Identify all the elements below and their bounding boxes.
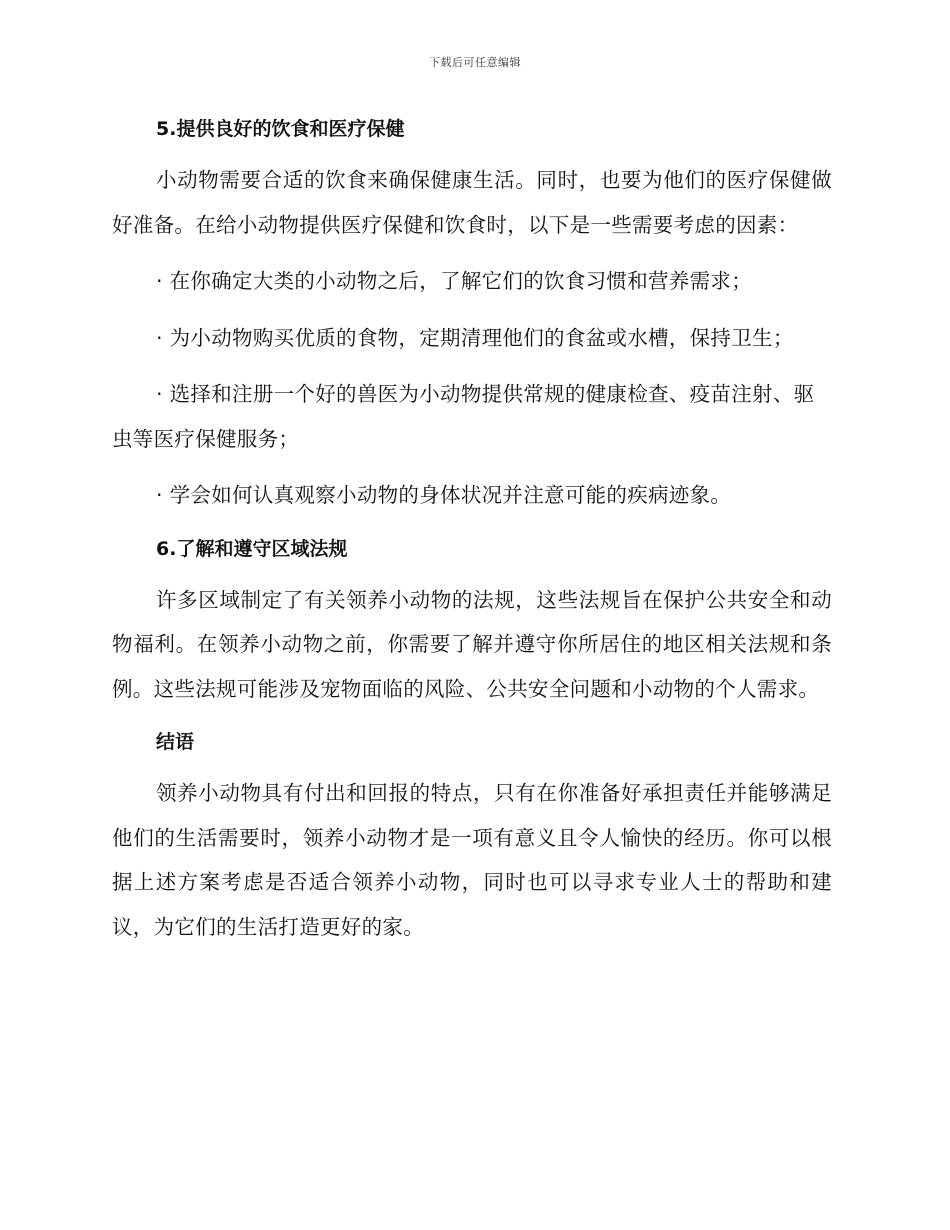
section-5-bullet-1: · 在你确定大类的小动物之后，了解它们的饮食习惯和营养需求； [156, 269, 753, 293]
section-6-heading: 6.了解和遵守区域法规 [156, 537, 348, 560]
section-5-heading: 5.提供良好的饮食和医疗保健 [156, 118, 405, 140]
section-5-bullet-4: · 学会如何认真观察小动物的身体状况并注意可能的疾病迹象。 [156, 483, 732, 507]
page-header-note: 下载后可任意编辑 [429, 56, 521, 69]
section-6-body: 许多区域制定了有关领养小动物的法规，这些法规旨在保护公共安全和动物福利。在领养小动物之前，你需要了解并遵守你所居住的地区相关法规和条例。这些法规可能涉及宠物面临的风险、公共安全问题和小动物的个人需求。 [112, 587, 832, 701]
conclusion-body: 领养小动物具有付出和回报的特点，只有在你准备好承担责任并能够满足他们的生活需要时，领养小动物才是一项有意义且令人愉快的经历。你可以根据上述方案考虑是否适合领养小动物，同时也可以寻求专业人士的帮助和建议，为它们的生活打造更好的家。 [112, 781, 832, 939]
section-5-bullet-2: · 为小动物购买优质的食物，定期清理他们的食盆或水槽，保持卫生； [156, 325, 794, 350]
document-body [112, 110, 832, 961]
section-5-intro: 小动物需要合适的饮食来确保健康生活。同时，也要为他们的医疗保健做好准备。在给小动物提供医疗保健和饮食时，以下是一些需要考虑的因素： [112, 168, 832, 237]
section-5-bullet-3: · 选择和注册一个好的兽医为小动物提供常规的健康检查、疫苗注射、驱虫等医疗保健服务； [112, 382, 815, 451]
conclusion-heading: 结语 [156, 731, 195, 753]
